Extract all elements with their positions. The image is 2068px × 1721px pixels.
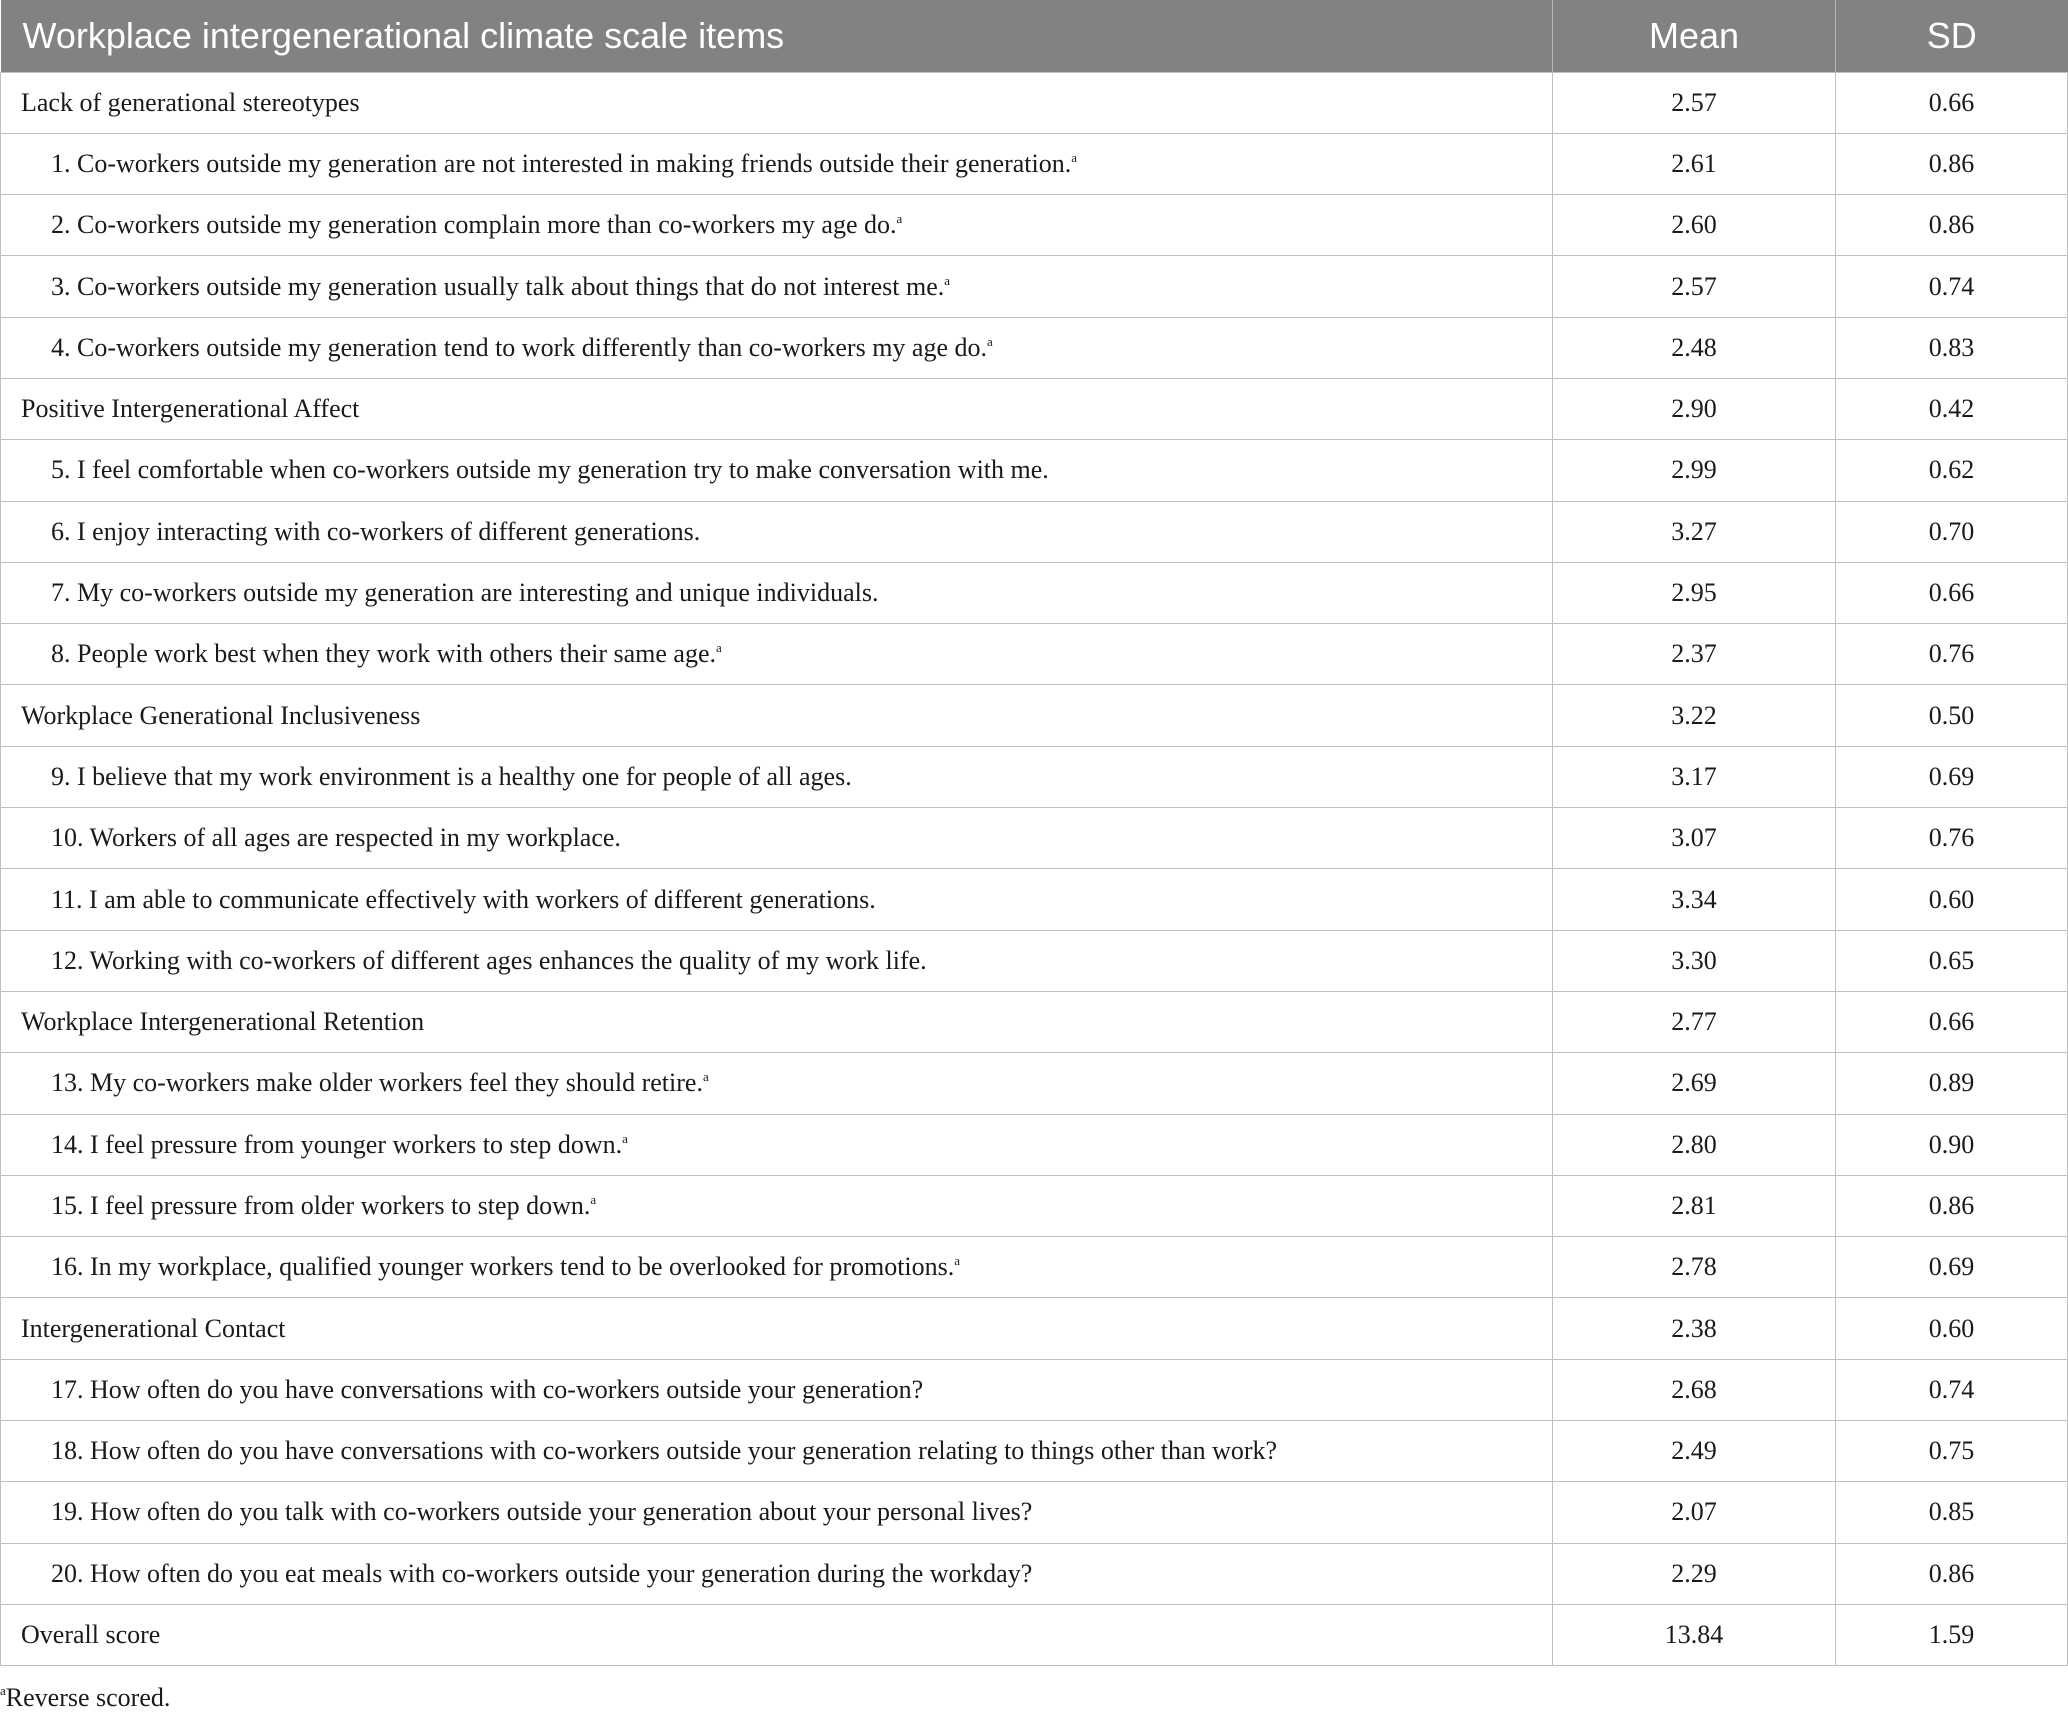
- item-row: [1, 1359, 2068, 1420]
- item-label-cell: [1, 195, 1553, 256]
- subscale-label-cell: [1, 72, 1553, 133]
- item-label-cell: [1, 256, 1553, 317]
- item-label-cell: [1, 746, 1553, 807]
- item-label-cell: [1, 1114, 1553, 1175]
- item-row: [1, 501, 2068, 562]
- item-row: [1, 440, 2068, 501]
- item-text: 1. Co-workers outside my generation are not interested in making friends outside their generation.: [51, 148, 1072, 178]
- item-text: 5. I feel comfortable when co-workers outside my generation try to make conversation with me.: [51, 455, 1049, 485]
- sd-cell: 0.86: [1836, 133, 2068, 194]
- item-row: [1, 562, 2068, 623]
- item-label-cell: [1, 501, 1553, 562]
- item-row: [1, 1421, 2068, 1482]
- sd-cell: 1.59: [1836, 1604, 2068, 1665]
- item-row: [1, 808, 2068, 869]
- item-label-cell: [1, 1237, 1553, 1298]
- subscale-label-cell: [1, 991, 1553, 1052]
- subscale-label-cell: [1, 685, 1553, 746]
- item-row: [1, 133, 2068, 194]
- reverse-scored-mark: a: [944, 272, 951, 288]
- item-text: 16. In my workplace, qualified younger workers tend to be overlooked for promotions.: [51, 1252, 955, 1282]
- item-row: [1, 317, 2068, 378]
- item-label-cell: [1, 930, 1553, 991]
- sd-cell: 0.90: [1836, 1114, 2068, 1175]
- item-text: 7. My co-workers outside my generation are interesting and unique individuals.: [51, 578, 879, 608]
- subscale-label-cell: [1, 1604, 1553, 1665]
- sd-cell: 0.66: [1836, 991, 2068, 1052]
- sd-cell: 0.62: [1836, 440, 2068, 501]
- header-row: [1, 0, 2068, 72]
- item-text: 11. I am able to communicate effectively with workers of different generations.: [51, 884, 876, 914]
- subscale-row: [1, 1298, 2068, 1359]
- mean-cell: 2.99: [1553, 440, 1836, 501]
- item-row: [1, 1543, 2068, 1604]
- sd-cell: 0.75: [1836, 1421, 2068, 1482]
- reverse-scored-mark: a: [622, 1130, 628, 1146]
- mean-cell: 2.38: [1553, 1298, 1836, 1359]
- subscale-label: Intergenerational Contact: [21, 1313, 286, 1343]
- sd-cell: 0.60: [1836, 869, 2068, 930]
- subscale-label-cell: [1, 378, 1553, 439]
- item-row: [1, 1053, 2068, 1114]
- sd-cell: 0.66: [1836, 72, 2068, 133]
- mean-cell: 2.81: [1553, 1175, 1836, 1236]
- item-row: [1, 195, 2068, 256]
- item-row: [1, 1175, 2068, 1236]
- sd-cell: 0.70: [1836, 501, 2068, 562]
- mean-cell: 2.95: [1553, 562, 1836, 623]
- item-label-cell: [1, 1543, 1553, 1604]
- item-label-cell: [1, 624, 1553, 685]
- item-label-cell: [1, 133, 1553, 194]
- reverse-scored-mark: a: [896, 211, 903, 227]
- sd-cell: 0.74: [1836, 1359, 2068, 1420]
- item-text: 13. My co-workers make older workers feel they should retire.: [51, 1068, 703, 1098]
- sd-cell: 0.83: [1836, 317, 2068, 378]
- mean-cell: 2.48: [1553, 317, 1836, 378]
- item-text: 18. How often do you have conversations with co-workers outside your generation relating to things other than work?: [51, 1436, 1278, 1466]
- footnote-mark: a: [0, 1683, 6, 1698]
- mean-cell: 2.60: [1553, 195, 1836, 256]
- sd-cell: 0.42: [1836, 378, 2068, 439]
- sd-cell: 0.50: [1836, 685, 2068, 746]
- mean-cell: 3.34: [1553, 869, 1836, 930]
- item-text: 6. I enjoy interacting with co-workers of different generations.: [51, 516, 701, 546]
- footnote: [0, 1683, 170, 1713]
- mean-cell: 3.30: [1553, 930, 1836, 991]
- item-text: 4. Co-workers outside my generation tend to work differently than co-workers my age do.: [51, 332, 987, 362]
- item-label-cell: [1, 1175, 1553, 1236]
- mean-cell: 13.84: [1553, 1604, 1836, 1665]
- sd-cell: 0.86: [1836, 1543, 2068, 1604]
- reverse-scored-mark: a: [987, 333, 993, 349]
- subscale-label: Lack of generational stereotypes: [21, 87, 360, 117]
- sd-cell: 0.74: [1836, 256, 2068, 317]
- item-row: [1, 746, 2068, 807]
- item-row: [1, 930, 2068, 991]
- sd-cell: 0.85: [1836, 1482, 2068, 1543]
- item-text: 17. How often do you have conversations with co-workers outside your generation?: [51, 1374, 924, 1404]
- item-label-cell: [1, 562, 1553, 623]
- mean-cell: 2.80: [1553, 1114, 1836, 1175]
- item-text: 10. Workers of all ages are respected in my workplace.: [51, 823, 621, 853]
- item-text: 2. Co-workers outside my generation complain more than co-workers my age do.: [51, 210, 897, 240]
- header-mean: Mean: [1553, 0, 1836, 72]
- sd-cell: 0.86: [1836, 1175, 2068, 1236]
- reverse-scored-mark: a: [590, 1191, 597, 1207]
- item-text: 8. People work best when they work with others their same age.: [51, 639, 717, 669]
- mean-cell: 2.68: [1553, 1359, 1836, 1420]
- mean-cell: 3.27: [1553, 501, 1836, 562]
- item-row: [1, 1237, 2068, 1298]
- mean-cell: 3.07: [1553, 808, 1836, 869]
- table-body: [1, 72, 2068, 1666]
- reverse-scored-mark: a: [954, 1253, 961, 1269]
- mean-cell: 2.69: [1553, 1053, 1836, 1114]
- mean-cell: 2.49: [1553, 1421, 1836, 1482]
- subscale-row: [1, 991, 2068, 1052]
- subscale-label: Workplace Generational Inclusiveness: [21, 700, 421, 730]
- mean-cell: 2.61: [1553, 133, 1836, 194]
- mean-cell: 3.22: [1553, 685, 1836, 746]
- sd-cell: 0.76: [1836, 808, 2068, 869]
- sd-cell: 0.60: [1836, 1298, 2068, 1359]
- item-row: [1, 1114, 2068, 1175]
- mean-cell: 2.07: [1553, 1482, 1836, 1543]
- item-row: [1, 256, 2068, 317]
- item-label-cell: [1, 317, 1553, 378]
- reverse-scored-mark: a: [716, 640, 722, 656]
- mean-cell: 2.57: [1553, 256, 1836, 317]
- item-label-cell: [1, 1053, 1553, 1114]
- subscale-row: [1, 72, 2068, 133]
- item-row: [1, 624, 2068, 685]
- mean-cell: 2.77: [1553, 991, 1836, 1052]
- item-label-cell: [1, 1359, 1553, 1420]
- item-text: 14. I feel pressure from younger workers to step down.: [51, 1129, 623, 1159]
- item-row: [1, 869, 2068, 930]
- mean-cell: 2.57: [1553, 72, 1836, 133]
- subscale-row: [1, 685, 2068, 746]
- sd-cell: 0.76: [1836, 624, 2068, 685]
- header-sd: SD: [1926, 14, 1977, 56]
- item-text: 19. How often do you talk with co-workers outside your generation about your personal lives?: [51, 1497, 1033, 1527]
- subscale-label: Overall score: [21, 1620, 161, 1650]
- item-label-cell: [1, 808, 1553, 869]
- header-items: Workplace intergenerational climate scale items: [1, 0, 1553, 72]
- reverse-scored-mark: a: [702, 1069, 709, 1085]
- item-label-cell: [1, 1482, 1553, 1543]
- subscale-row: [1, 378, 2068, 439]
- sd-cell: 0.69: [1836, 746, 2068, 807]
- item-row: [1, 1482, 2068, 1543]
- mean-cell: 3.17: [1553, 746, 1836, 807]
- table-header: [1, 0, 2068, 72]
- item-text: 9. I believe that my work environment is a healthy one for people of all ages.: [51, 761, 852, 791]
- mean-cell: 2.78: [1553, 1237, 1836, 1298]
- reverse-scored-mark: a: [1071, 149, 1078, 165]
- subscale-label: Workplace Intergenerational Retention: [21, 1007, 425, 1037]
- subscale-label-cell: [1, 1298, 1553, 1359]
- mean-cell: 2.90: [1553, 378, 1836, 439]
- sd-cell: 0.86: [1836, 195, 2068, 256]
- mean-cell: 2.29: [1553, 1543, 1836, 1604]
- subscale-label: Positive Intergenerational Affect: [21, 394, 360, 424]
- item-text: 15. I feel pressure from older workers to step down.: [51, 1190, 591, 1220]
- sd-cell: 0.65: [1836, 930, 2068, 991]
- mean-cell: 2.37: [1553, 624, 1836, 685]
- item-text: 3. Co-workers outside my generation usually talk about things that do not interest me.: [51, 271, 945, 301]
- item-label-cell: [1, 869, 1553, 930]
- sd-cell: 0.66: [1836, 562, 2068, 623]
- sd-cell: 0.89: [1836, 1053, 2068, 1114]
- subscale-row: [1, 1604, 2068, 1665]
- item-text: 12. Working with co-workers of different ages enhances the quality of my work life.: [51, 945, 927, 975]
- footnote-text: Reverse scored.: [5, 1683, 171, 1712]
- item-text: 20. How often do you eat meals with co-workers outside your generation during the workday?: [51, 1558, 1033, 1588]
- item-label-cell: [1, 440, 1553, 501]
- item-label-cell: [1, 1421, 1553, 1482]
- sd-cell: 0.69: [1836, 1237, 2068, 1298]
